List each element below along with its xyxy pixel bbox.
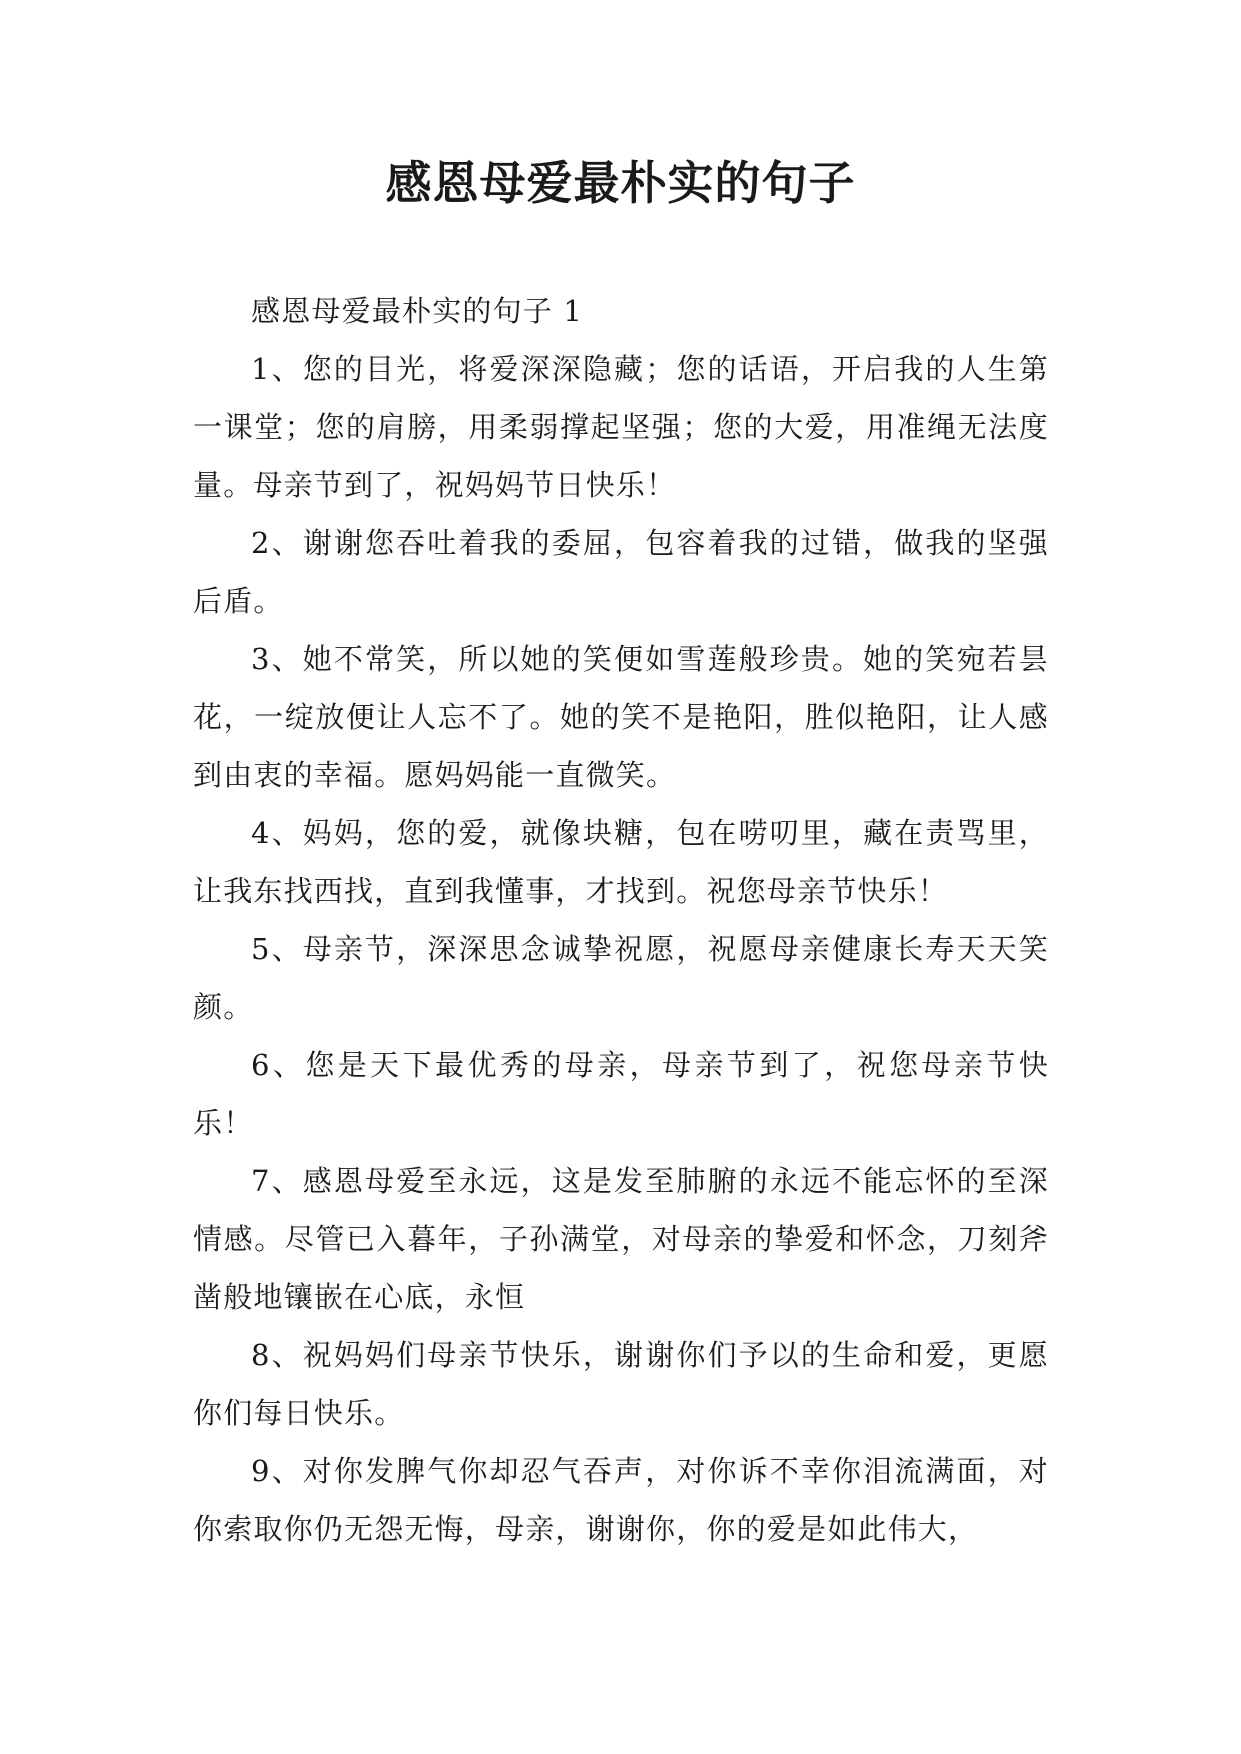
paragraph-7: 7、感恩母爱至永远，这是发至肺腑的永远不能忘怀的至深情感。尽管已入暮年，子孙满堂，对母亲的挚爱和怀念，刀刻斧凿般地镶嵌在心底，永恒 — [193, 1164, 1049, 1314]
paragraph-2: 2、谢谢您吞吐着我的委屈，包容着我的过错，做我的坚强后盾。 — [193, 526, 1049, 618]
paragraph-4: 4、妈妈，您的爱，就像块糖，包在唠叨里，藏在责骂里，让我东找西找，直到我懂事，才找到。祝您母亲节快乐！ — [193, 816, 1049, 908]
document-body — [193, 282, 1049, 1558]
paragraph-8: 8、祝妈妈们母亲节快乐，谢谢你们予以的生命和爱，更愿你们每日快乐。 — [193, 1338, 1049, 1430]
paragraph-9: 9、对你发脾气你却忍气吞声，对你诉不幸你泪流满面，对你索取你仍无怨无悔，母亲，谢谢你，你的爱是如此伟大， — [193, 1454, 1049, 1546]
section-heading: 感恩母爱最朴实的句子 1 — [251, 294, 584, 328]
paragraph-1: 1、您的目光，将爱深深隐藏；您的话语，开启我的人生第一课堂；您的肩膀，用柔弱撑起坚强；您的大爱，用准绳无法度量。母亲节到了，祝妈妈节日快乐！ — [193, 352, 1049, 502]
document-title: 感恩母爱最朴实的句子 — [385, 156, 856, 210]
paragraph-6: 6、您是天下最优秀的母亲，母亲节到了，祝您母亲节快乐！ — [193, 1048, 1049, 1140]
paragraph-3: 3、她不常笑，所以她的笑便如雪莲般珍贵。她的笑宛若昙花，一绽放便让人忘不了。她的笑不是艳阳，胜似艳阳，让人感到由衷的幸福。愿妈妈能一直微笑。 — [193, 642, 1049, 792]
paragraph-5: 5、母亲节，深深思念诚挚祝愿，祝愿母亲健康长寿天天笑颜。 — [193, 932, 1049, 1024]
